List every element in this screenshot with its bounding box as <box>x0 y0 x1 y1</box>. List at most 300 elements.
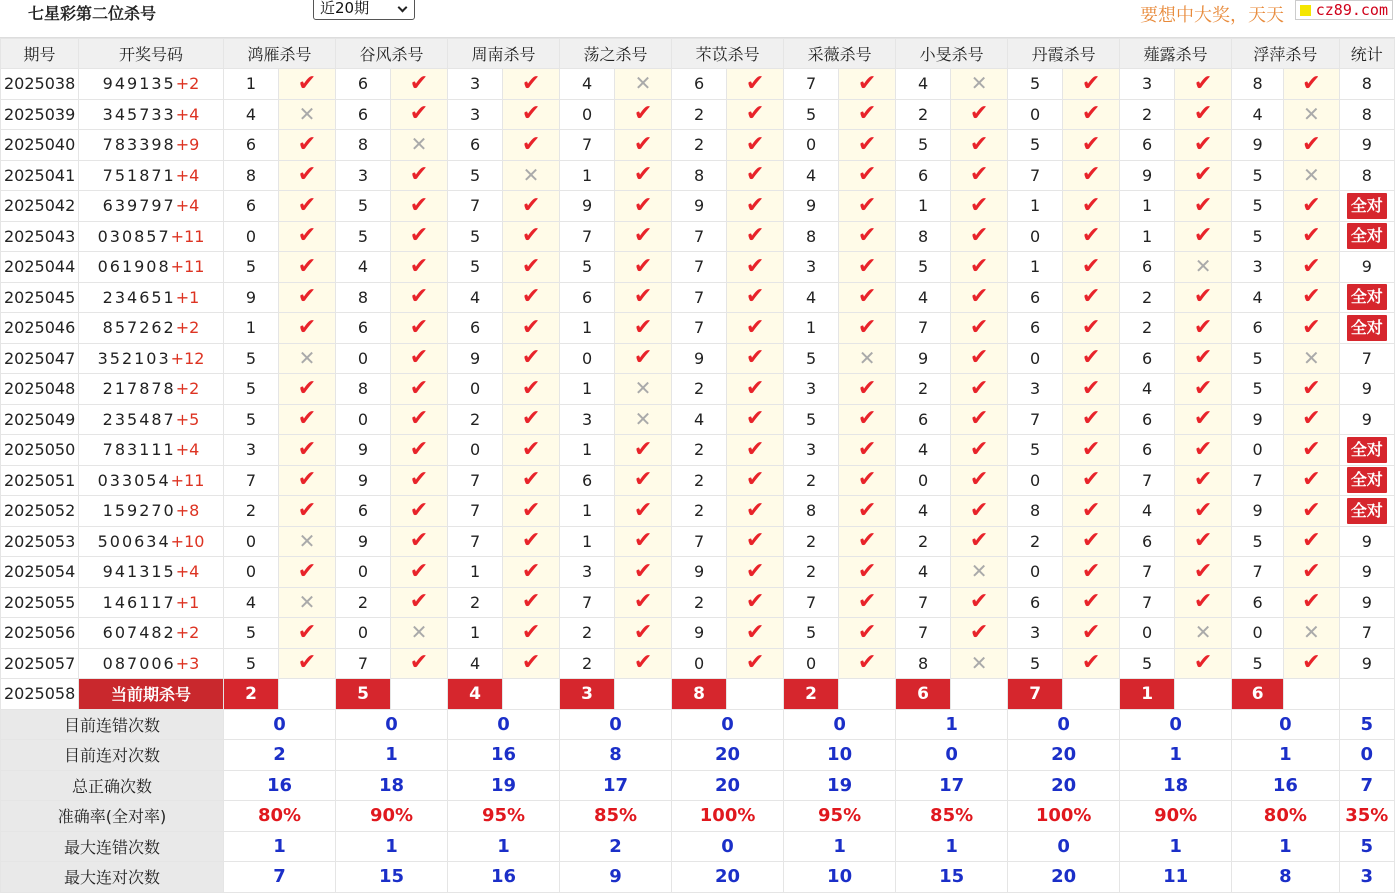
result-mark <box>839 282 896 313</box>
result-mark <box>391 648 448 679</box>
check-icon: ✔ <box>297 192 317 218</box>
result-mark <box>727 221 784 252</box>
check-icon: ✔ <box>1302 70 1321 96</box>
result-mark <box>839 313 896 344</box>
result-mark <box>727 465 784 496</box>
stat-value: 11 <box>1120 862 1232 893</box>
current-pick: 3 <box>560 679 615 710</box>
check-icon: ✔ <box>745 558 765 584</box>
check-icon: ✔ <box>969 223 989 249</box>
current-label: 当前期杀号 <box>79 679 224 710</box>
check-icon: ✔ <box>1193 223 1213 249</box>
kill-pick: 0 <box>560 343 615 374</box>
result-mark <box>951 282 1008 313</box>
check-icon: ✔ <box>633 131 653 157</box>
result-mark <box>1284 252 1339 283</box>
check-icon: ✔ <box>297 467 317 493</box>
check-icon: ✔ <box>521 101 541 127</box>
result-mark <box>839 99 896 130</box>
draw-bonus: +11 <box>170 470 205 490</box>
cross-icon: ✕ <box>1194 254 1212 279</box>
result-mark <box>1284 496 1339 527</box>
check-icon: ✔ <box>745 436 765 462</box>
stat-row <box>1 740 1395 771</box>
check-icon: ✔ <box>633 467 653 493</box>
row-stat <box>1339 282 1394 313</box>
stat-value: 90% <box>336 801 448 832</box>
check-icon: ✔ <box>409 101 429 127</box>
issue-number: 2025043 <box>1 221 79 252</box>
draw-digits: 941315 <box>102 562 176 582</box>
stat-value: 100% <box>672 801 784 832</box>
stat-value: 0 <box>896 740 1008 771</box>
check-icon: ✔ <box>409 497 429 523</box>
result-mark <box>279 404 336 435</box>
result-mark <box>839 526 896 557</box>
row-stat: 9 <box>1339 587 1394 618</box>
check-icon: ✔ <box>297 436 317 462</box>
check-icon: ✔ <box>1193 131 1213 157</box>
kill-pick: 2 <box>672 99 727 130</box>
kill-pick: 9 <box>896 343 951 374</box>
check-icon: ✔ <box>1193 345 1213 371</box>
chevron-down-icon <box>398 3 408 13</box>
result-mark <box>1063 465 1120 496</box>
cross-icon: ✕ <box>1302 162 1320 187</box>
result-mark <box>503 282 560 313</box>
result-mark <box>1175 252 1232 283</box>
check-icon: ✔ <box>409 345 429 371</box>
result-mark <box>727 587 784 618</box>
result-mark <box>1175 465 1232 496</box>
result-mark <box>1284 526 1339 557</box>
table-row <box>1 160 1395 191</box>
kill-number-table <box>0 38 1395 893</box>
result-mark <box>951 343 1008 374</box>
check-icon: ✔ <box>857 284 877 310</box>
result-mark <box>279 648 336 679</box>
result-mark <box>279 587 336 618</box>
row-stat: 8 <box>1339 69 1394 100</box>
kill-pick: 2 <box>448 404 503 435</box>
kill-pick: 6 <box>1008 313 1063 344</box>
stat-value: 16 <box>448 740 560 771</box>
result-mark <box>1063 99 1120 130</box>
kill-pick: 2 <box>896 374 951 405</box>
result-mark <box>839 374 896 405</box>
result-mark <box>839 221 896 252</box>
kill-pick: 6 <box>560 465 615 496</box>
check-icon: ✔ <box>857 314 877 340</box>
result-mark <box>1063 130 1120 161</box>
draw-digits: 061908 <box>97 257 171 277</box>
result-mark <box>1063 343 1120 374</box>
result-mark <box>951 99 1008 130</box>
result-mark <box>727 252 784 283</box>
check-icon: ✔ <box>969 162 989 188</box>
result-mark <box>1063 526 1120 557</box>
kill-pick: 5 <box>784 404 839 435</box>
check-icon: ✔ <box>1193 467 1213 493</box>
blank-cell <box>1063 679 1120 710</box>
check-icon: ✔ <box>745 619 765 645</box>
check-icon: ✔ <box>745 497 765 523</box>
check-icon: ✔ <box>1081 192 1101 218</box>
kill-pick: 9 <box>672 191 727 222</box>
result-mark <box>839 587 896 618</box>
result-mark <box>279 282 336 313</box>
result-mark <box>615 374 672 405</box>
issue-number: 2025052 <box>1 496 79 527</box>
kill-pick: 7 <box>448 191 503 222</box>
row-stat <box>1339 191 1394 222</box>
stat-value: 1 <box>1120 740 1232 771</box>
kill-pick: 3 <box>784 435 839 466</box>
column-header: 采薇杀号 <box>784 39 896 69</box>
result-mark <box>279 99 336 130</box>
check-icon: ✔ <box>969 497 989 523</box>
check-icon: ✔ <box>745 528 765 554</box>
column-header: 荡之杀号 <box>560 39 672 69</box>
row-stat: 9 <box>1339 557 1394 588</box>
kill-pick: 6 <box>1232 587 1284 618</box>
result-mark <box>951 160 1008 191</box>
check-icon: ✔ <box>1193 375 1213 401</box>
check-icon: ✔ <box>521 284 541 310</box>
kill-pick: 9 <box>672 557 727 588</box>
kill-pick: 8 <box>336 374 391 405</box>
result-mark <box>279 69 336 100</box>
kill-pick: 7 <box>784 69 839 100</box>
draw-digits: 500634 <box>97 531 171 551</box>
check-icon: ✔ <box>969 589 989 615</box>
result-mark <box>615 282 672 313</box>
check-icon: ✔ <box>1081 436 1101 462</box>
result-mark <box>839 465 896 496</box>
kill-pick: 9 <box>672 343 727 374</box>
cross-icon: ✕ <box>1302 345 1320 370</box>
kill-pick: 4 <box>224 99 279 130</box>
stat-value: 10 <box>784 862 896 893</box>
cross-icon: ✕ <box>410 132 428 157</box>
result-mark <box>951 465 1008 496</box>
cross-icon: ✕ <box>298 345 316 370</box>
check-icon: ✔ <box>745 101 765 127</box>
result-mark <box>391 191 448 222</box>
result-mark <box>503 343 560 374</box>
cross-icon: ✕ <box>634 406 652 431</box>
check-icon: ✔ <box>1302 314 1321 340</box>
draw-digits: 639797 <box>102 196 176 216</box>
issue-number: 2025050 <box>1 435 79 466</box>
current-row <box>1 679 1395 710</box>
blank-cell <box>279 679 336 710</box>
result-mark <box>839 496 896 527</box>
draw-number <box>79 221 224 252</box>
result-mark <box>1175 160 1232 191</box>
check-icon: ✔ <box>1302 223 1321 249</box>
draw-bonus: +12 <box>170 348 205 368</box>
check-icon: ✔ <box>969 314 989 340</box>
stat-value: 1 <box>336 831 448 862</box>
result-mark <box>279 435 336 466</box>
period-select[interactable] <box>313 0 415 20</box>
column-header: 芣苡杀号 <box>672 39 784 69</box>
cross-icon: ✕ <box>1302 101 1320 126</box>
current-pick: 8 <box>672 679 727 710</box>
stat-value: 20 <box>1008 740 1120 771</box>
check-icon: ✔ <box>969 436 989 462</box>
result-mark <box>1284 557 1339 588</box>
check-icon: ✔ <box>297 162 317 188</box>
kill-pick: 5 <box>1232 648 1284 679</box>
top-bar <box>0 0 1395 38</box>
check-icon: ✔ <box>409 223 429 249</box>
stat-value: 20 <box>672 770 784 801</box>
check-icon: ✔ <box>1193 162 1213 188</box>
result-mark <box>839 69 896 100</box>
kill-pick: 3 <box>784 252 839 283</box>
stat-value: 16 <box>224 770 336 801</box>
kill-pick: 1 <box>560 160 615 191</box>
stat-value: 95% <box>448 801 560 832</box>
stat-value: 20 <box>1008 862 1120 893</box>
kill-pick: 2 <box>896 526 951 557</box>
kill-pick: 2 <box>784 465 839 496</box>
kill-pick: 9 <box>224 282 279 313</box>
result-mark <box>1175 618 1232 649</box>
table-row <box>1 435 1395 466</box>
kill-pick: 0 <box>224 557 279 588</box>
result-mark <box>1063 160 1120 191</box>
result-mark <box>951 130 1008 161</box>
check-icon: ✔ <box>633 345 653 371</box>
result-mark <box>1175 69 1232 100</box>
result-mark <box>727 313 784 344</box>
issue-number: 2025053 <box>1 526 79 557</box>
result-mark <box>1063 557 1120 588</box>
check-icon: ✔ <box>633 192 653 218</box>
kill-pick: 6 <box>448 130 503 161</box>
kill-pick: 4 <box>896 69 951 100</box>
cross-icon: ✕ <box>970 650 988 675</box>
row-stat <box>1339 221 1394 252</box>
check-icon: ✔ <box>857 101 877 127</box>
draw-digits: 783111 <box>102 440 176 460</box>
kill-pick: 4 <box>672 404 727 435</box>
stat-value: 0 <box>1232 709 1339 740</box>
kill-pick: 1 <box>784 313 839 344</box>
result-mark <box>279 343 336 374</box>
check-icon: ✔ <box>521 467 541 493</box>
kill-pick: 6 <box>560 282 615 313</box>
site-logo[interactable] <box>1295 0 1393 20</box>
check-icon: ✔ <box>857 375 877 401</box>
issue-number: 2025041 <box>1 160 79 191</box>
kill-pick: 4 <box>224 587 279 618</box>
current-pick: 2 <box>784 679 839 710</box>
check-icon: ✔ <box>521 528 541 554</box>
row-stat: 9 <box>1339 130 1394 161</box>
check-icon: ✔ <box>297 131 317 157</box>
issue-number: 2025054 <box>1 557 79 588</box>
blank-cell <box>727 679 784 710</box>
kill-pick: 0 <box>336 343 391 374</box>
result-mark <box>279 496 336 527</box>
draw-number <box>79 191 224 222</box>
kill-pick: 7 <box>1008 404 1063 435</box>
kill-pick: 2 <box>560 618 615 649</box>
kill-pick: 7 <box>560 587 615 618</box>
result-mark <box>615 435 672 466</box>
draw-digits: 217878 <box>102 379 176 399</box>
check-icon: ✔ <box>297 497 317 523</box>
kill-pick: 9 <box>672 618 727 649</box>
kill-pick: 1 <box>224 313 279 344</box>
row-stat: 9 <box>1339 374 1394 405</box>
kill-pick: 6 <box>224 191 279 222</box>
stat-value: 90% <box>1120 801 1232 832</box>
table-row <box>1 557 1395 588</box>
result-mark <box>727 435 784 466</box>
result-mark <box>727 374 784 405</box>
check-icon: ✔ <box>521 406 541 432</box>
draw-bonus: +2 <box>175 623 200 643</box>
result-mark <box>1284 618 1339 649</box>
kill-pick: 4 <box>1120 374 1175 405</box>
check-icon: ✔ <box>1193 406 1213 432</box>
result-mark <box>839 130 896 161</box>
check-icon: ✔ <box>1193 650 1213 676</box>
result-mark <box>503 130 560 161</box>
kill-pick: 0 <box>336 404 391 435</box>
kill-pick: 2 <box>1120 313 1175 344</box>
result-mark <box>951 526 1008 557</box>
kill-pick: 3 <box>336 160 391 191</box>
kill-pick: 8 <box>1008 496 1063 527</box>
draw-bonus: +3 <box>175 653 200 673</box>
draw-bonus: +11 <box>170 226 205 246</box>
kill-pick: 5 <box>224 374 279 405</box>
table-row <box>1 313 1395 344</box>
stat-value: 0 <box>560 709 672 740</box>
stat-value: 18 <box>336 770 448 801</box>
kill-pick: 0 <box>448 435 503 466</box>
check-icon: ✔ <box>857 131 877 157</box>
check-icon: ✔ <box>297 619 317 645</box>
stat-value: 0 <box>1120 709 1232 740</box>
draw-number <box>79 557 224 588</box>
kill-pick: 7 <box>672 282 727 313</box>
kill-pick: 2 <box>672 496 727 527</box>
draw-number <box>79 69 224 100</box>
draw-bonus: +4 <box>175 562 200 582</box>
check-icon: ✔ <box>521 223 541 249</box>
kill-pick: 0 <box>1008 221 1063 252</box>
check-icon: ✔ <box>857 192 877 218</box>
kill-pick: 9 <box>336 526 391 557</box>
result-mark <box>1284 221 1339 252</box>
table-row <box>1 343 1395 374</box>
issue-number: 2025049 <box>1 404 79 435</box>
kill-pick: 5 <box>224 252 279 283</box>
result-mark <box>839 404 896 435</box>
stat-value: 1 <box>896 831 1008 862</box>
draw-bonus: +8 <box>175 501 200 521</box>
check-icon: ✔ <box>1302 131 1321 157</box>
check-icon: ✔ <box>409 162 429 188</box>
draw-digits: 033054 <box>97 470 171 490</box>
kill-pick: 1 <box>1008 191 1063 222</box>
stat-value: 2 <box>560 831 672 862</box>
kill-pick: 2 <box>1120 99 1175 130</box>
stat-row <box>1 801 1395 832</box>
current-pick: 4 <box>448 679 503 710</box>
issue-number: 2025056 <box>1 618 79 649</box>
draw-digits: 146117 <box>102 592 176 612</box>
check-icon: ✔ <box>1193 284 1213 310</box>
kill-pick: 4 <box>448 282 503 313</box>
result-mark <box>615 252 672 283</box>
check-icon: ✔ <box>521 345 541 371</box>
kill-pick: 5 <box>1232 191 1284 222</box>
check-icon: ✔ <box>633 497 653 523</box>
result-mark <box>1063 374 1120 405</box>
draw-digits: 234651 <box>102 287 176 307</box>
result-mark <box>727 557 784 588</box>
stat-label: 准确率(全对率) <box>1 801 224 832</box>
table-row <box>1 69 1395 100</box>
result-mark <box>503 191 560 222</box>
result-mark <box>503 374 560 405</box>
result-mark <box>615 465 672 496</box>
kill-pick: 8 <box>896 648 951 679</box>
kill-pick: 1 <box>448 557 503 588</box>
site-logo-text: cz89.com <box>1315 1 1388 19</box>
current-pick: 6 <box>896 679 951 710</box>
stat-value: 15 <box>336 862 448 893</box>
result-mark <box>391 252 448 283</box>
result-mark <box>1284 587 1339 618</box>
kill-pick: 8 <box>336 130 391 161</box>
result-mark <box>279 557 336 588</box>
check-icon: ✔ <box>1193 314 1213 340</box>
stat-total: 5 <box>1339 831 1394 862</box>
check-icon: ✔ <box>521 253 541 279</box>
result-mark <box>391 496 448 527</box>
check-icon: ✔ <box>745 589 765 615</box>
result-mark <box>503 435 560 466</box>
result-mark <box>1175 404 1232 435</box>
kill-pick: 5 <box>1120 648 1175 679</box>
result-mark <box>615 587 672 618</box>
result-mark <box>727 648 784 679</box>
period-select-value: 近20期 <box>320 0 370 17</box>
kill-pick: 5 <box>1232 160 1284 191</box>
stat-value: 1 <box>896 709 1008 740</box>
check-icon: ✔ <box>409 467 429 493</box>
kill-pick: 0 <box>1008 99 1063 130</box>
all-correct-badge: 全对 <box>1347 193 1387 219</box>
page-title: 七星彩第二位杀号 <box>28 4 157 23</box>
column-header: 鸿雁杀号 <box>224 39 336 69</box>
kill-pick: 6 <box>896 404 951 435</box>
check-icon: ✔ <box>969 375 989 401</box>
cross-icon: ✕ <box>298 101 316 126</box>
blank-cell <box>1339 679 1394 710</box>
stat-value: 1 <box>784 831 896 862</box>
kill-pick: 7 <box>784 587 839 618</box>
